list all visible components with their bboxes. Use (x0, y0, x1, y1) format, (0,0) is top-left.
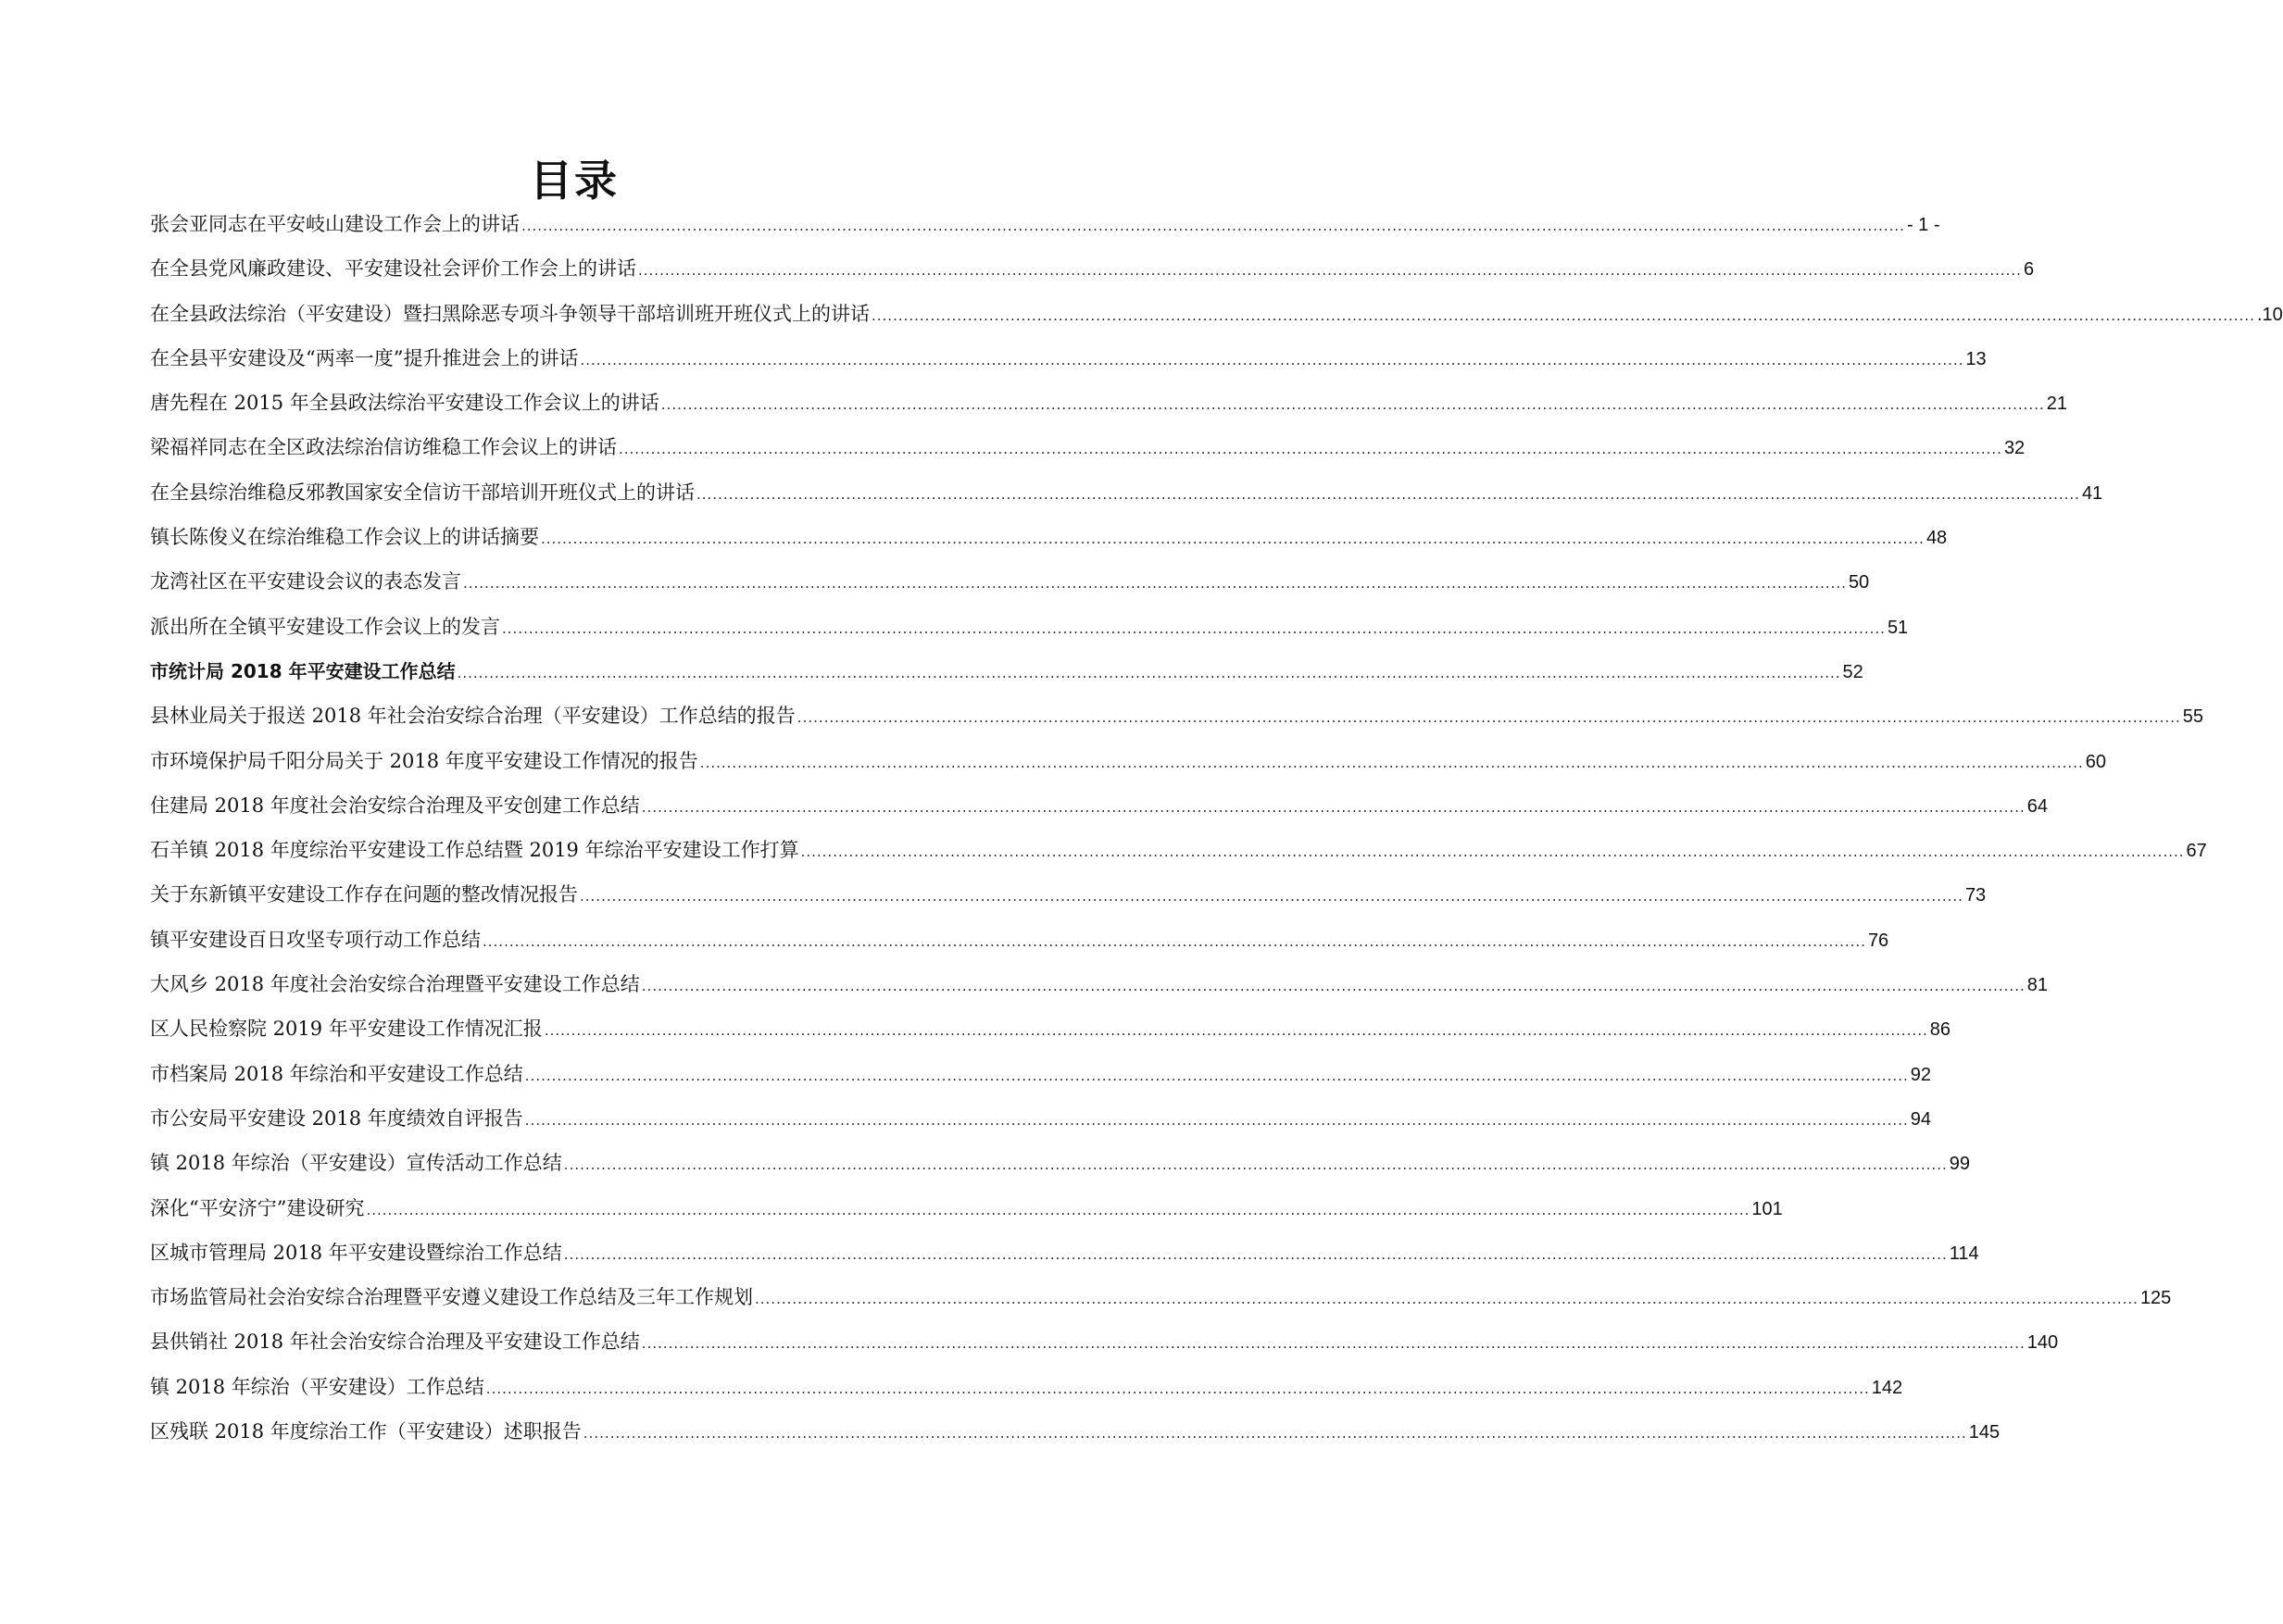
toc-page-number[interactable]: 92 (1910, 1064, 1931, 1085)
toc-entry-title[interactable]: 大风乡 2018 年度社会治安综合治理暨平安建设工作总结 (150, 973, 640, 996)
dot-leader (661, 396, 2045, 413)
dot-leader (755, 1291, 2139, 1307)
toc-entry-title[interactable]: 派出所在全镇平安建设工作会议上的发言 (150, 615, 500, 638)
toc-entry[interactable] (150, 925, 1889, 969)
toc-entry-title[interactable]: 住建局 2018 年度社会治安综合治理及平安创建工作总结 (150, 793, 640, 817)
toc-page-number[interactable]: 13 (1965, 348, 1987, 369)
dot-leader (700, 755, 2084, 771)
toc-entry[interactable] (150, 567, 1870, 611)
toc-page-number[interactable]: 21 (2046, 394, 2067, 415)
toc-entry[interactable] (150, 1238, 1979, 1282)
toc-entry[interactable] (150, 344, 1987, 388)
toc-entry-title[interactable]: 区城市管理局 2018 年平安建设暨综治工作总结 (150, 1241, 562, 1264)
toc-entry-title[interactable]: 市环境保护局千阳分局关于 2018 年度平安建设工作情况的报告 (150, 749, 698, 772)
toc-page-number[interactable]: 101 (1751, 1198, 1783, 1219)
toc-entry[interactable] (150, 701, 2203, 745)
toc-entry-title[interactable]: 镇平安建设百日攻坚专项行动工作总结 (150, 928, 481, 951)
toc-entry[interactable] (150, 1014, 1951, 1058)
toc-page-number[interactable]: 64 (2026, 795, 2048, 817)
toc-page-number[interactable]: 81 (2026, 975, 2048, 996)
toc-page-number[interactable]: 140 (2026, 1332, 2059, 1354)
toc-entry[interactable] (150, 656, 1863, 701)
dot-leader (564, 1246, 1948, 1263)
toc-entry[interactable] (150, 746, 2106, 791)
toc-entry-title[interactable]: 市统计局 2018 年平安建设工作总结 (150, 659, 456, 682)
toc-entry[interactable] (150, 791, 2048, 835)
toc-page-number[interactable]: 50 (1848, 572, 1870, 593)
dot-leader (486, 1380, 1870, 1397)
toc-entry-title[interactable]: 镇 2018 年综治（平安建设）工作总结 (150, 1375, 484, 1398)
toc-entry[interactable] (150, 478, 2103, 522)
dot-leader (502, 620, 1886, 637)
dot-leader (564, 1156, 1948, 1173)
toc-entry[interactable] (150, 612, 1909, 656)
dot-leader (463, 575, 1847, 592)
toc-entry[interactable] (150, 1282, 2172, 1327)
dot-leader (541, 531, 1925, 547)
toc-entry[interactable] (150, 522, 1948, 567)
toc-page-number[interactable]: - 1 - (1906, 215, 1940, 235)
toc-entry[interactable] (150, 1059, 1931, 1104)
toc-entry-title[interactable]: 县供销社 2018 年社会治安综合治理及平安建设工作总结 (150, 1330, 640, 1354)
toc-entry-title[interactable]: 深化“平安济宁”建设研究 (150, 1196, 365, 1219)
toc-entry[interactable] (150, 432, 2026, 477)
toc-page-number[interactable]: 55 (2182, 706, 2203, 728)
toc-entry-title[interactable]: 在全县政法综治（平安建设）暨扫黑除恶专项斗争领导干部培训班开班仪式上的讲话 (150, 302, 870, 325)
toc-page-number[interactable]: 142 (1871, 1377, 1903, 1398)
toc-page-number[interactable]: 51 (1887, 617, 1909, 638)
table-of-contents (150, 209, 2283, 1461)
toc-entry[interactable] (150, 1148, 1970, 1193)
dot-leader (583, 1425, 1967, 1442)
toc-page-number[interactable]: 86 (1929, 1019, 1951, 1041)
toc-entry[interactable] (150, 299, 2283, 344)
toc-entry-title[interactable]: 在全县综治维稳反邪教国家安全信访干部培训开班仪式上的讲话 (150, 481, 695, 504)
dot-leader (642, 799, 2026, 816)
dot-leader (801, 843, 2185, 860)
toc-page-number[interactable]: 114 (1949, 1243, 1979, 1264)
dot-leader (797, 709, 2181, 726)
toc-page-number[interactable]: 41 (2081, 482, 2103, 504)
dot-leader (872, 307, 2255, 324)
dot-leader (642, 1335, 2026, 1352)
toc-page-number[interactable]: 32 (2003, 438, 2026, 459)
toc-entry[interactable] (150, 209, 1940, 254)
toc-entry-title[interactable]: 区人民检察院 2019 年平安建设工作情况汇报 (150, 1018, 543, 1041)
toc-page-number[interactable]: 52 (1842, 661, 1863, 682)
dot-leader (638, 262, 2022, 279)
toc-entry-title[interactable]: 市场监管局社会治安综合治理暨平安遵义建设工作总结及三年工作规划 (150, 1286, 753, 1309)
dot-leader (580, 888, 1963, 905)
dot-leader (521, 218, 1905, 234)
dot-leader (525, 1112, 1909, 1129)
dot-leader (619, 441, 2002, 457)
dot-leader (483, 933, 1866, 950)
dot-leader (580, 352, 1963, 369)
dot-leader (545, 1022, 1928, 1039)
toc-entry[interactable] (150, 1193, 1783, 1238)
page-title: 目录 (530, 156, 619, 206)
toc-entry-title[interactable]: 镇长陈俊义在综治维稳工作会议上的讲话摘要 (150, 526, 539, 549)
toc-page-number[interactable]: 48 (1925, 528, 1948, 549)
toc-entry[interactable] (150, 880, 1987, 924)
toc-entry[interactable] (150, 1372, 1903, 1417)
toc-page-number[interactable]: 99 (1949, 1154, 1970, 1175)
toc-page-number[interactable]: 145 (1968, 1422, 2001, 1443)
toc-entry[interactable] (150, 1104, 1931, 1148)
dot-leader (458, 665, 1841, 681)
toc-entry-title[interactable]: 张会亚同志在平安岐山建设工作会上的讲话 (150, 213, 520, 235)
toc-entry-title[interactable]: 县林业局关于报送 2018 年社会治安综合治理（平安建设）工作总结的报告 (150, 705, 796, 728)
toc-page-number[interactable]: 76 (1867, 930, 1889, 951)
toc-entry[interactable] (150, 388, 2067, 432)
toc-entry-title[interactable]: 唐先程在 2015 年全县政法综治平安建设工作会议上的讲话 (150, 392, 659, 415)
toc-entry-title[interactable]: 梁福祥同志在全区政法综治信访维稳工作会议上的讲话 (150, 436, 617, 459)
toc-entry-title[interactable]: 在全县党风廉政建设、平安建设社会评价工作会上的讲话 (150, 257, 636, 281)
toc-entry-title[interactable]: 市公安局平安建设 2018 年度绩效自评报告 (150, 1106, 523, 1130)
toc-page-number[interactable]: 73 (1964, 885, 1987, 906)
toc-entry[interactable] (150, 1327, 2059, 1371)
toc-entry-title[interactable]: 石羊镇 2018 年度综治平安建设工作总结暨 2019 年综治平安建设工作打算 (150, 839, 799, 862)
toc-entry[interactable] (150, 835, 2207, 880)
toc-page-number[interactable]: 125 (2139, 1288, 2172, 1309)
toc-page-number[interactable]: .10 (2256, 304, 2283, 325)
toc-entry[interactable] (150, 1417, 2001, 1461)
toc-page-number[interactable]: 67 (2186, 841, 2207, 862)
dot-leader (696, 486, 2080, 503)
toc-page-number[interactable]: 94 (1910, 1108, 1931, 1130)
toc-entry-title[interactable]: 关于东新镇平安建设工作存在问题的整改情况报告 (150, 883, 578, 906)
dot-leader (366, 1202, 1750, 1218)
toc-entry[interactable] (150, 969, 2048, 1014)
toc-entry-title[interactable]: 龙湾社区在平安建设会议的表态发言 (150, 570, 461, 593)
toc-page-number[interactable]: 6 (2023, 259, 2035, 281)
dot-leader (642, 978, 2026, 994)
toc-page-number[interactable]: 60 (2085, 751, 2106, 772)
toc-entry-title[interactable]: 市档案局 2018 年综治和平安建设工作总结 (150, 1062, 523, 1085)
toc-entry-title[interactable]: 区残联 2018 年度综治工作（平安建设）述职报告 (150, 1420, 582, 1443)
toc-entry-title[interactable]: 镇 2018 年综治（平安建设）宣传活动工作总结 (150, 1152, 562, 1175)
toc-entry-title[interactable]: 在全县平安建设及“两率一度”提升推进会上的讲话 (150, 346, 579, 369)
dot-leader (525, 1068, 1909, 1084)
toc-entry[interactable] (150, 254, 2035, 298)
